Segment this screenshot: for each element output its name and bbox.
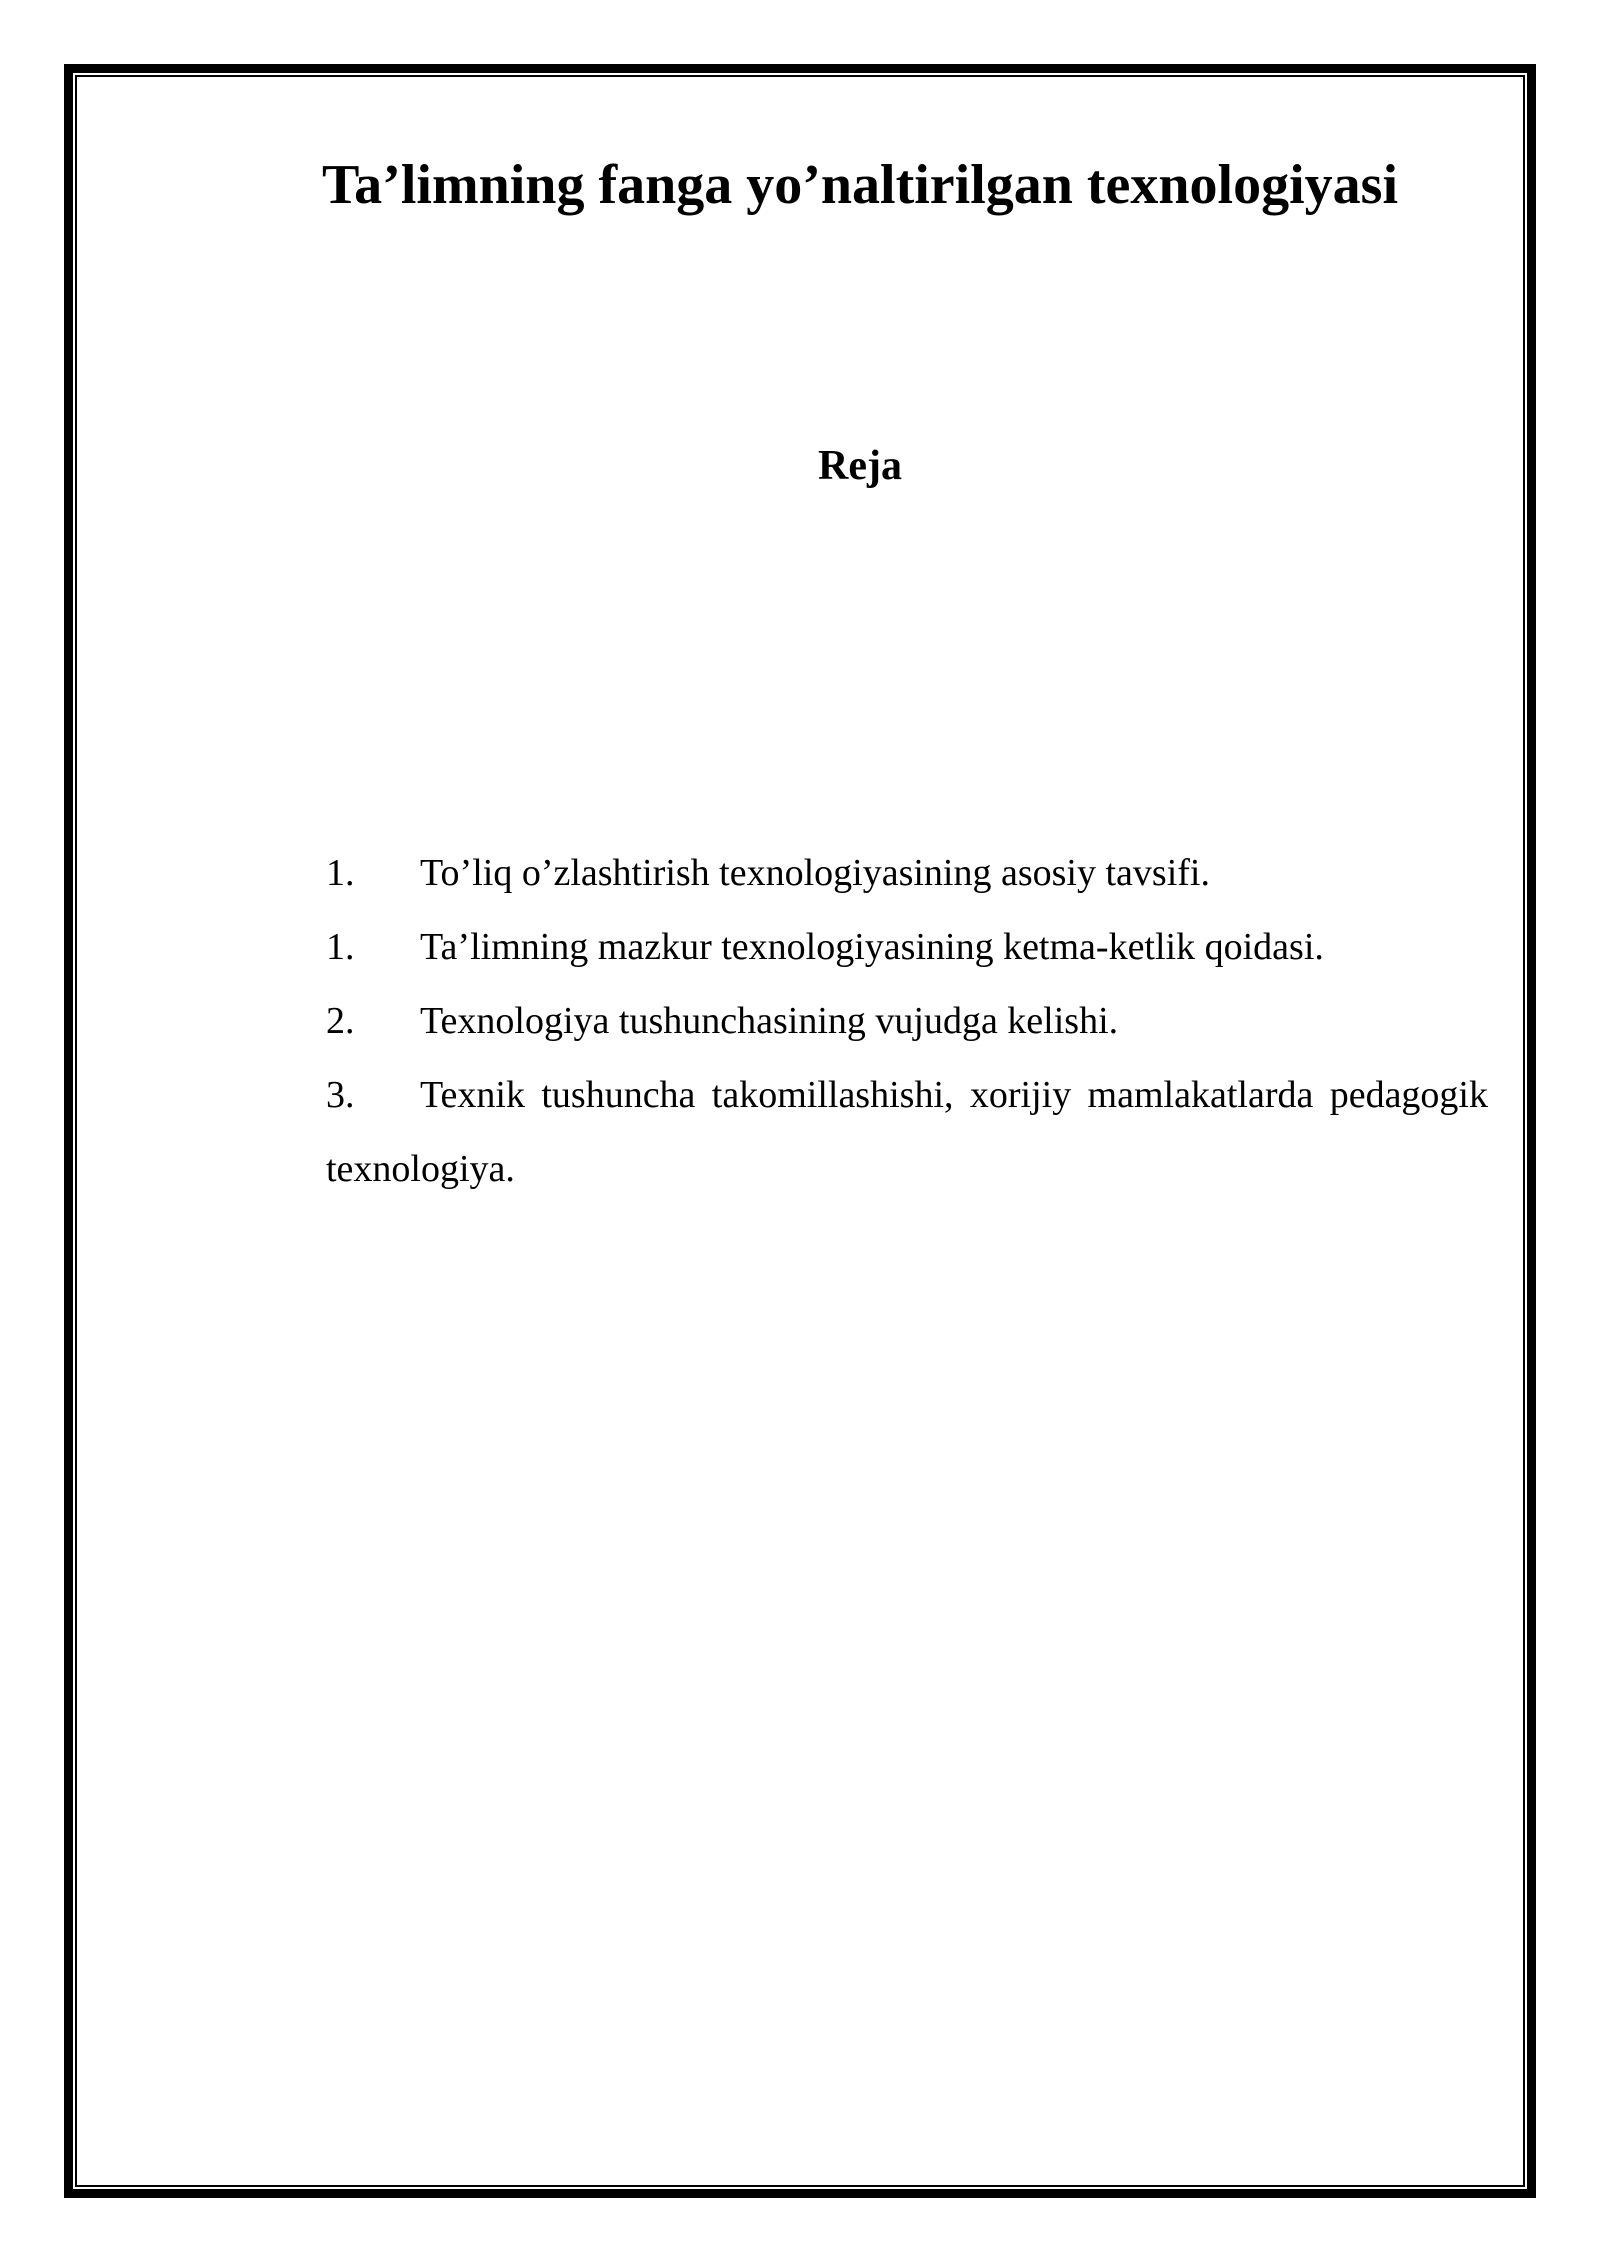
plan-item-number: 3. — [326, 1074, 355, 1116]
plan-item — [326, 984, 1488, 1058]
plan-item-text: Texnologiya tushunchasining vujudga kelishi. — [420, 1000, 1119, 1042]
plan-list — [326, 836, 1488, 1206]
plan-item — [326, 836, 1488, 910]
plan-item-text: Texnik tushuncha takomillashishi, xorijiy mamlakatlarda pedagogik texnologiya. — [326, 1074, 1488, 1190]
plan-item-number: 1. — [326, 852, 355, 894]
plan-heading: Reja — [818, 443, 902, 489]
document-title: Ta’limning fanga yo’naltirilgan texnologiyasi — [321, 154, 1399, 216]
plan-item-text: Ta’limning mazkur texnologiyasining ketma-ketlik qoidasi. — [420, 926, 1324, 968]
plan-item — [326, 910, 1488, 984]
plan-item-number: 2. — [326, 1000, 355, 1042]
plan-item — [326, 1058, 1488, 1206]
plan-item-text: To’liq o’zlashtirish texnologiyasining asosiy tavsifi. — [420, 852, 1210, 894]
plan-item-number: 1. — [326, 926, 355, 968]
